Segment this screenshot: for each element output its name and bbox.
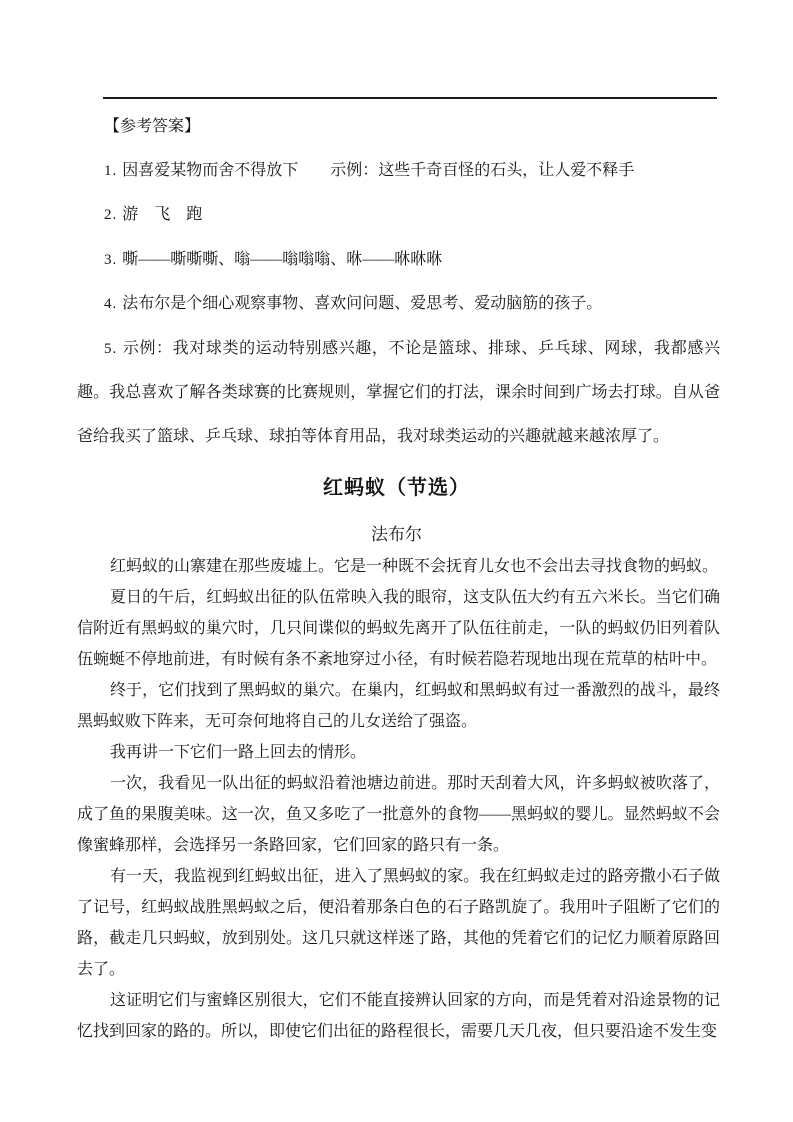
article-paragraph: 终于，它们找到了黑蚂蚁的巢穴。在巢内，红蚂蚁和黑蚂蚁有过一番激烈的战斗，最终黑蚂蚁败下阵来，无可奈何地将自己的儿女送给了强盗。 <box>77 682 720 730</box>
article-paragraph: 夏日的午后，红蚂蚁出征的队伍常映入我的眼帘，这支队伍大约有五六米长。当它们确信附近有黑蚂蚁的巢穴时，几只间谍似的蚂蚁先离开了队伍往前走，一队的蚂蚁仍旧列着队伍蜿蜒不停地前进，有时候有条不紊地穿过小径，有时候若隐若现地出现在荒草的枯叶中。 <box>77 589 720 668</box>
article-body-section <box>77 551 720 1047</box>
answer-number: 5. <box>104 340 118 357</box>
answer-key-header: 【参考答案】 <box>104 118 201 135</box>
answer-item-1 <box>77 149 720 194</box>
answer-number: 3. <box>104 251 118 268</box>
answer-number: 4. <box>104 296 118 312</box>
article-author: 法布尔 <box>371 525 422 544</box>
answer-item-2 <box>77 193 720 238</box>
answer-item-5 <box>77 327 720 459</box>
answer-key-section <box>77 105 720 458</box>
answer-number: 2. <box>104 207 118 223</box>
article-title: 红蚂蚁（节选） <box>323 477 470 499</box>
article-paragraph: 我再讲一下它们一路上回去的情形。 <box>110 744 367 761</box>
article-paragraph: 有一天，我监视到红蚂蚁出征，进入了黑蚂蚁的家。我在红蚂蚁走过的路旁撒小石子做了记号，红蚂蚁战胜黑蚂蚁之后，便沿着那条白色的石子路凯旋了。我用叶子阻断了它们的路，截走几只蚂蚁，放到别处。这几只就这样迷了路，其他的凭着它们的记忆力顺着原路回去了。 <box>77 868 720 978</box>
article-paragraph: 一次，我看见一队出征的蚂蚁沿着池塘边前进。那时天刮着大风，许多蚂蚁被吹落了，成了鱼的果腹美味。这一次，鱼又多吃了一批意外的食物——黑蚂蚁的婴儿。显然蚂蚁不会像蜜蜂那样，会选择另一条路回家，它们回家的路只有一条。 <box>77 775 720 854</box>
article-paragraph: 红蚂蚁的山寨建在那些废墟上。它是一种既不会抚育儿女也不会出去寻找食物的蚂蚁。 <box>110 558 719 575</box>
answer-number: 1. <box>104 162 118 179</box>
article-paragraph: 这证明它们与蜜蜂区别很大，它们不能直接辨认回家的方向，而是凭着对沿途景物的记忆找到回家的路的。所以，即使它们出征的路程很长，需要几天几夜，但只要沿途不发生变 <box>77 992 720 1040</box>
answer-item-4 <box>77 282 720 327</box>
answer-text: 示例：我对球类的运动特别感兴趣，不论是篮球、排球、乒乓球、网球，我都感兴趣。我总喜欢了解各类球赛的比赛规则，掌握它们的打法，课余时间到广场去打球。自从爸爸给我买了篮球、乒乓球、球拍等体育用品，我对球类运动的兴趣就越来越浓厚了。 <box>77 339 720 445</box>
answer-item-3 <box>77 238 720 283</box>
answer-text: 游 飞 跑 <box>122 206 203 223</box>
answer-text: 法布尔是个细心观察事物、喜欢问问题、爱思考、爱动脑筋的孩子。 <box>122 295 603 312</box>
answer-text: 嘶——嘶嘶嘶、嗡——嗡嗡嗡、咻——咻咻咻 <box>122 250 443 268</box>
answer-text: 因喜爱某物而舍不得放下 示例：这些千奇百怪的石头，让人爱不释手 <box>122 161 635 179</box>
section-divider-line <box>103 97 717 99</box>
